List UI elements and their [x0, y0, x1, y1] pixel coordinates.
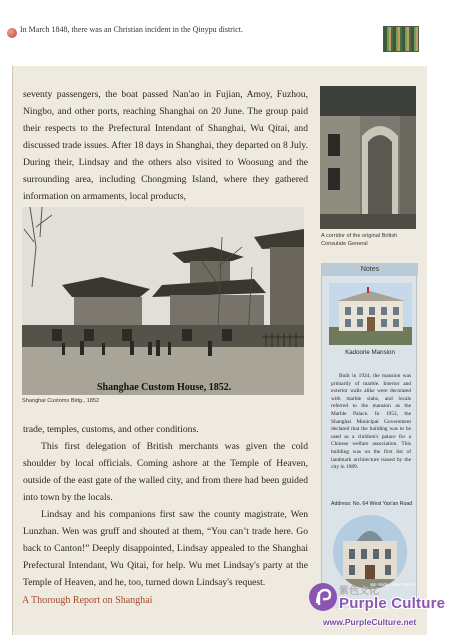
body-text-bottom	[23, 421, 308, 591]
kadoorie-mansion-photo	[329, 283, 412, 345]
notes-sidebar	[321, 263, 417, 608]
paragraph: seventy passengers, the boat passed Nan'ao in Fujian, Amoy, Fuzhou, Ningbo, and other ports, reaching Shanghai on 20 June. The group paid their respects to the Prefectural Intendant of Shanghai, Wu Qitai, and discussed trade issues. After 18 days in Shanghai, they departed on 8 July. During their, Lindsay and the others also visited to Woosung and the surrounding area, including Chongming Island, where they gathered information on armaments, local products,	[23, 89, 308, 202]
page-header	[0, 0, 450, 66]
notes-address: Address: No. 64 West Yan'an Road	[331, 501, 413, 507]
notes-body: Built in 1924, the mansion was primarily of marble. Interior and exterior walls alike were decorated with marble slabs, and locals referred to the mansion as the Marble Palace. In 1953, the Shanghai Municipal Government declared that the building was to be used as a children's palace for a Chinese welfare association. This building was on the first list of landmark architecture issued by the city in 1989.	[331, 373, 411, 471]
photo-inscription: Shanghae Custom House, 1852.	[97, 382, 232, 393]
notes-title: Notes	[322, 263, 418, 276]
customs-building-photo	[22, 207, 304, 395]
photo-caption: Shanghai Customs Bldg., 1852	[22, 398, 100, 404]
watermark-chinese: 紫色文化	[339, 586, 379, 597]
paragraph: Lindsay and his companions first saw the county magistrate, Wen Lunzhan. Wen was gruff and shouted at them, “You can’t trade here. Go back to Canton!” Deeply disappointed, Lindsay appealed to the Shanghai Prefectural Intendant, Wu Qitai, for help. Wu met Lindsay's party at the Temple of Heaven, and he, too, turned down Lindsay's request.	[23, 509, 308, 588]
corridor-caption: A corridor of the original British Consulate General	[321, 233, 398, 247]
running-title: In March 1848, there was an Christian incident in the Qinypu district.	[20, 25, 243, 34]
watermark-brand: Purple Culture	[339, 595, 446, 612]
purple-culture-logo-icon	[308, 582, 338, 612]
building-circle-photo	[333, 515, 407, 589]
thumbnail-image	[383, 26, 419, 52]
consulate-corridor-photo	[320, 86, 416, 229]
paragraph: This first delegation of British merchants was given the cold shoulder by local officials. Coming ashore at the Temple of Heaven, outside of the east gate of the walled city, and from there had been guided into town by the locals.	[23, 441, 308, 503]
watermark-tagline: We Widen Your Reach	[370, 582, 416, 587]
body-text-top	[23, 86, 308, 205]
notes-subtitle: Kadoorie Mansion	[345, 349, 395, 356]
bullet-icon	[7, 28, 17, 38]
watermark-url: www.PurpleCulture.net	[323, 617, 417, 627]
paragraph: trade, temples, customs, and other conditions.	[23, 424, 199, 435]
book-title: A Thorough Report on Shanghai	[22, 595, 153, 606]
